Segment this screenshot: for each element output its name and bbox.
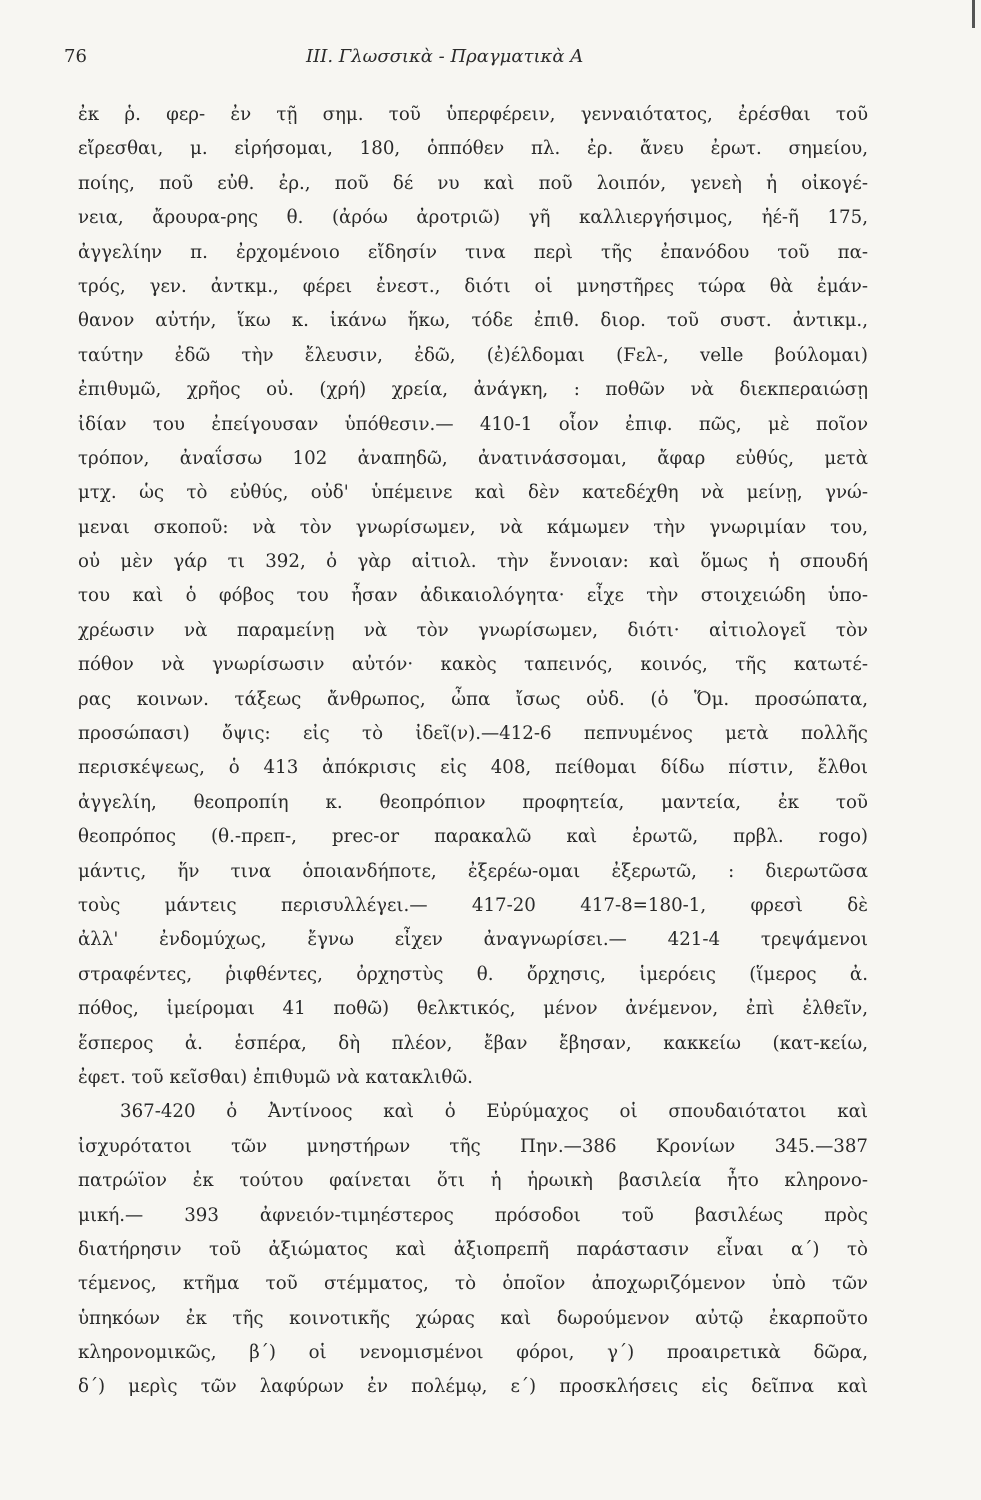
text-line: τρός, γεν. ἀντκμ., φέρει ἐνεστ., διότι οἱ μνηστῆρες τώρα θὰ ἐμάν- [78, 275, 868, 297]
text-line: προσώπασι) ὄψις: εἰς τὸ ἰδεῖ(ν).—412-6 πεπνυμένος μετὰ πολλῆς [78, 723, 868, 745]
running-head: III. Γλωσσικὰ - Πραγματικὰ Α [306, 46, 584, 67]
text-line: ἰσχυρότατοι τῶν μνηστήρων τῆς Πην.—386 Κρονίων 345.—387 [78, 1135, 868, 1157]
text-line: μεναι σκοποῦ: νὰ τὸν γνωρίσωμεν, νὰ κάμωμεν τὴν γνωριμίαν του, [78, 516, 868, 538]
text-line: ποίης, ποῦ εὐθ. ἐρ., ποῦ δέ νυ καὶ ποῦ λοιπόν, γενεὴ ἡ οἰκογέ- [78, 172, 868, 194]
text-line: πόθος, ἱμείρομαι 41 ποθῶ) θελκτικός, μένον ἀνέμενον, ἐπὶ ἐλθεῖν, [78, 998, 868, 1020]
text-line: μτχ. ὡς τὸ εὐθύς, οὐδ' ὑπέμεινε καὶ δὲν κατεδέχθη νὰ μείνῃ, γνώ- [78, 482, 868, 504]
text-line: ἀγγελίην π. ἐρχομένοιο εἴδησίν τινα περὶ τῆς ἐπανόδου τοῦ πα- [78, 241, 868, 263]
page-edge-mark [972, 0, 975, 28]
text-line: μική.— 393 ἀφνειόν-τιμηέστερος πρόσοδοι τοῦ βασιλέως πρὸς [78, 1204, 868, 1226]
text-line: διατήρησιν τοῦ ἀξιώματος καὶ ἀξιοπρεπῆ παράστασιν εἶναι α΄) τὸ [78, 1238, 868, 1260]
text-line: τέμενος, κτῆμα τοῦ στέμματος, τὸ ὁποῖον ἀποχωριζόμενον ὑπὸ τῶν [78, 1273, 868, 1295]
text-line: πατρώϊον ἐκ τούτου φαίνεται ὅτι ἡ ἡρωικὴ βασιλεία ἦτο κληρονο- [78, 1170, 868, 1192]
text-line: ἕσπερος ἀ. ἑσπέρα, δὴ πλέον, ἔβαν ἔβησαν, κακκείω (κατ-κείω, [78, 1032, 868, 1054]
text-line: ἀγγελίη, θεοπροπίη κ. θεοπρόπιον προφητεία, μαντεία, ἐκ τοῦ [78, 791, 868, 813]
text-line: του καὶ ὁ φόβος του ἦσαν ἀδικαιολόγητα· εἶχε τὴν στοιχειώδη ὑπο- [78, 585, 868, 607]
page-number: 76 [64, 46, 87, 67]
text-line: στραφέντες, ῥιφθέντες, ὀρχηστὺς θ. ὄρχησις, ἱμερόεις (ἵμερος ἀ. [78, 963, 868, 985]
text-line: ρας κοινων. τάξεως ἄνθρωπος, ὦπα ἴσως οὐδ. (ὁ Ὅμ. προσώπατα, [78, 688, 868, 710]
text-line: 367-420 ὁ Ἀντίνοος καὶ ὁ Εὐρύμαχος οἱ σπουδαιότατοι καὶ [120, 1101, 868, 1123]
text-line: χρέωσιν νὰ παραμείνῃ νὰ τὸν γνωρίσωμεν, διότι· αἰτιολογεῖ τὸν [78, 619, 868, 641]
text-line: ὑπηκόων ἐκ τῆς κοινοτικῆς χώρας καὶ δωρούμενον αὐτῷ ἐκαρποῦτο [78, 1307, 868, 1329]
text-line: ἐφετ. τοῦ κεῖσθαι) ἐπιθυμῶ νὰ κατακλιθῶ. [78, 1066, 473, 1088]
text-line: τρόπον, ἀναΐσσω 102 ἀναπηδῶ, ἀνατινάσσομαι, ἄφαρ εὐθύς, μετὰ [78, 447, 868, 469]
text-line: πόθον νὰ γνωρίσωσιν αὐτόν· κακὸς ταπεινός, κοινός, τῆς κατωτέ- [78, 654, 868, 676]
text-line: κληρονομικῶς, β΄) οἱ νενομισμένοι φόροι, γ΄) προαιρετικὰ δῶρα, [78, 1342, 868, 1364]
text-line: περισκέψεως, ὁ 413 ἀπόκρισις εἰς 408, πείθομαι δίδω πίστιν, ἔλθοι [78, 757, 868, 779]
text-line: θανον αὐτήν, ἵκω κ. ἱκάνω ἥκω, τόδε ἐπιθ. διορ. τοῦ συστ. ἀντικμ., [78, 310, 868, 332]
text-line: νεια, ἄρουρα-ρης θ. (ἀρόω ἀροτριῶ) γῆ καλλιεργήσιμος, ἠέ-ῆ 175, [78, 207, 868, 229]
text-line: ἰδίαν του ἐπείγουσαν ὑπόθεσιν.— 410-1 οἷον ἐπιφ. πῶς, μὲ ποῖον [78, 413, 868, 435]
text-line: ἐπιθυμῶ, χρῆος οὐ. (χρή) χρεία, ἀνάγκη, : ποθῶν νὰ διεκπεραιώσῃ [78, 379, 868, 401]
text-line: θεοπρόπος (θ.-πρεπ-, prec-or παρακαλῶ καὶ ἐρωτῶ, πρβλ. rogo) [78, 826, 868, 848]
commentary-text [78, 98, 868, 1405]
text-line: οὐ μὲν γάρ τι 392, ὁ γὰρ αἰτιολ. τὴν ἔννοιαν: καὶ ὅμως ἡ σπουδή [78, 551, 868, 573]
text-line: μάντις, ἥν τινα ὁποιανδήποτε, ἐξερέω-ομαι ἐξερωτῶ, : διερωτῶσα [78, 860, 868, 882]
text-line: ἐκ ῥ. φερ- ἐν τῇ σημ. τοῦ ὑπερφέρειν, γενναιότατος, ἐρέσθαι τοῦ [78, 104, 868, 125]
page-header [64, 46, 864, 76]
text-line: δ΄) μερὶς τῶν λαφύρων ἐν πολέμῳ, ε΄) προσκλήσεις εἰς δεῖπνα καὶ [78, 1376, 868, 1398]
text-line: τοὺς μάντεις περισυλλέγει.— 417-20 417-8=180-1, φρεσὶ δὲ [78, 894, 868, 916]
text-line: ταύτην ἐδῶ τὴν ἔλευσιν, ἐδῶ, (ἐ)έλδομαι (Ϝελ-, velle βούλομαι) [78, 344, 868, 366]
text-line: εἴρεσθαι, μ. εἰρήσομαι, 180, ὁππόθεν πλ. ἐρ. ἄνευ ἐρωτ. σημείου, [78, 138, 868, 160]
text-line: ἀλλ' ἐνδομύχως, ἔγνω εἶχεν ἀναγνωρίσει.— 421-4 τρεψάμενοι [78, 929, 868, 951]
